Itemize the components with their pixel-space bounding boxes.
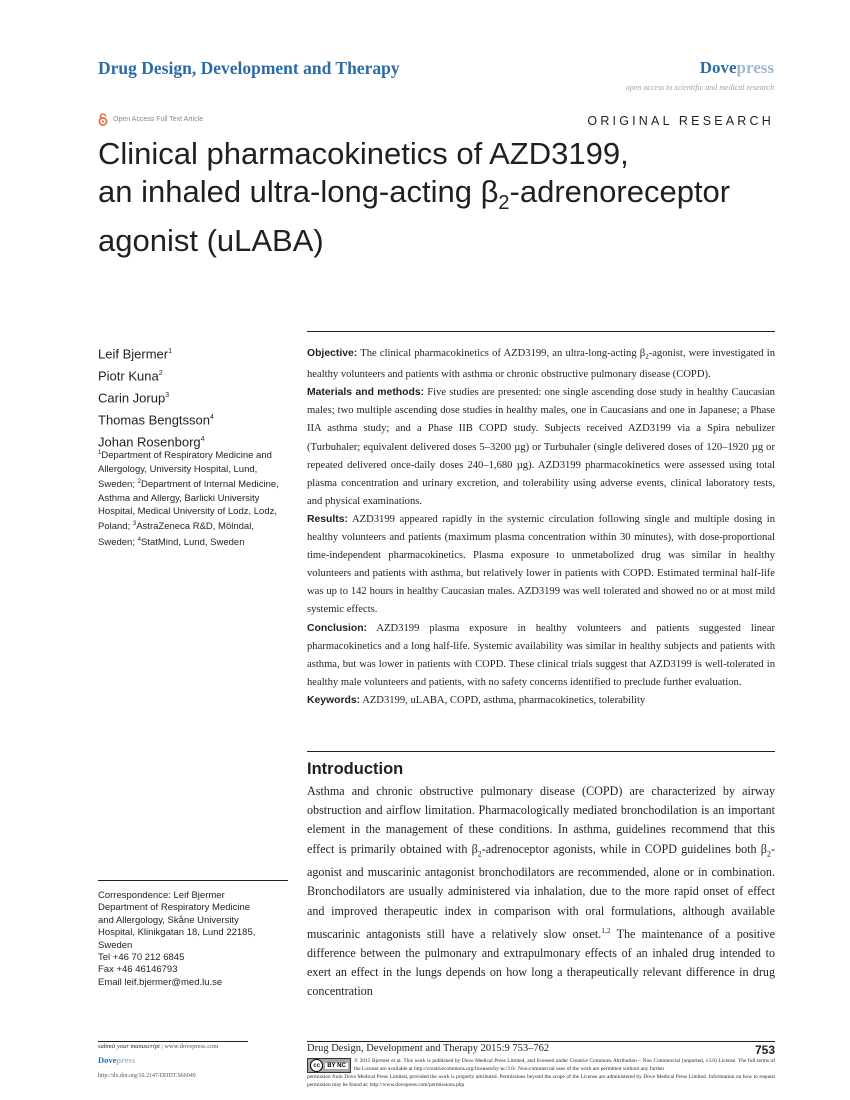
intro-text: The maintenance of a positive difference between the pulmonary and extrapulmonary effects of an inhaled drug intended to exert an effect in the lungs depends on how long a therapeutically relevant difference in drug concentration [307, 926, 775, 999]
footer-publisher-logo[interactable] [98, 1055, 135, 1065]
submit-manuscript-link[interactable] [98, 1043, 218, 1050]
abstract-heading: Keywords: [307, 694, 361, 706]
footer-brand-dove: Dove [98, 1055, 117, 1065]
intro-subscript: 2 [477, 849, 482, 859]
open-access-icon [98, 113, 108, 126]
publisher-logo[interactable] [700, 58, 774, 78]
creative-commons-badge[interactable] [307, 1058, 351, 1073]
correspondence-block [98, 890, 298, 989]
abstract-results [307, 511, 775, 620]
author-name: Leif Bjermer [98, 346, 169, 362]
introduction-paragraph [307, 782, 775, 1002]
title-line-1: Clinical pharmacokinetics of AZD3199, [98, 136, 629, 171]
author-affil-sup: 3 [165, 391, 170, 399]
author-affil-sup: 4 [200, 435, 205, 443]
abstract-heading: Objective: [307, 348, 358, 359]
title-line-3: agonist (uLABA) [98, 223, 324, 259]
author-name: Carin Jorup [98, 390, 166, 406]
footer-left-rule [98, 1041, 248, 1042]
footer-right-rule [307, 1041, 775, 1042]
abstract-methods [307, 384, 775, 511]
author[interactable] [98, 408, 214, 430]
footer-brand-press: press [116, 1055, 136, 1065]
affil-sup: 2 [137, 478, 141, 485]
author-name: Johan Rosenborg [98, 434, 201, 450]
author[interactable] [98, 386, 214, 408]
affil-text: Department of Respiratory Medicine and Allergology, University Hospital, Lund, Sweden; [98, 450, 272, 491]
author[interactable] [98, 364, 214, 386]
title-line-2-post: -adrenoreceptor [509, 174, 731, 209]
affil-sup: 3 [132, 521, 137, 528]
abstract-text: -agonist, were investigated in healthy volunteers and patients with asthma or chronic obstructive pulmonary disease (COPD). [307, 348, 775, 381]
abstract-keywords [307, 692, 775, 710]
license-text: © 2015 Bjermer et al. This work is published by Dove Medical Press Limited, and licensed under Creative Commons Attribution – Non Commercial (unported, v3.0) License. The full terms of the License are available at http://creativecommons.org/licenses/by-nc/3.0/. Non-commercial uses of the work are permitted without any further [354, 1058, 775, 1073]
article-title [98, 135, 778, 260]
author-affil-sup: 4 [210, 413, 214, 421]
title-subscript: 2 [498, 192, 510, 215]
abstract-conclusion [307, 620, 775, 692]
correspondence-email[interactable]: Email leif.bjermer@med.lu.se [98, 976, 223, 988]
abstract-heading: Materials and methods: [307, 387, 425, 399]
article-type: ORIGINAL RESEARCH [587, 114, 774, 128]
affil-sup: 4 [137, 536, 141, 543]
author-name: Thomas Bengtsson [98, 412, 211, 428]
affiliations [98, 447, 293, 549]
publisher-tagline: open access to scientific and medical research [625, 83, 774, 92]
abstract-subscript: 2 [645, 353, 649, 362]
title-line-2 [98, 173, 778, 222]
abstract-text: Five studies are presented: one single ascending dose study in healthy Caucasian males; two multiple ascending dose studies in healthy males, one in Caucasians and one in Japanese; a Phase IIA asthma study; and a Phase IIB COPD study. Subjects received AZD3199 via a Spira nebulizer (Turbuhaler; equivalent delivered doses 5–3200 µg) or Turbuhaler (single delivered doses of 120–1920 µg or repeated delivered once-daily doses 240–1,680 µg). AZD3199 pharmacokinetics were assessed using total plasma concentration and urinary excretion, and tolerability using adverse events, clinical laboratory tests, and physical examinations. [307, 387, 775, 507]
abstract-bottom-rule [307, 751, 775, 752]
reference-citation[interactable]: 1,2 [601, 925, 611, 935]
correspondence-line: Department of Respiratory Medicine [98, 902, 251, 914]
abstract [307, 345, 775, 710]
abstract-objective [307, 345, 775, 384]
affil-sup: 1 [98, 450, 102, 456]
submit-url: | www.dovepress.com [159, 1043, 219, 1050]
cc-icon: cc [310, 1059, 323, 1072]
abstract-text: AZD3199 appeared rapidly in the systemic circulation following single and multiple dosing in healthy volunteers and patients (maximum plasma concentration within 30 minutes), with dose-proportional time-independent pharmacokinetics. Plasma exposure to unmetabolized drug was similar in healthy volunteers and patients with asthma, but relatively lower in patients with COPD. Estimated terminal half-life was up to 142 hours in healthy Caucasian males. AZD3199 was well tolerated and showed no or at most mild systemic effects. [307, 513, 775, 616]
correspondence-line: and Allergology, Skåne University [98, 914, 239, 926]
submit-label: submit your manuscript [98, 1043, 160, 1050]
introduction-body [307, 782, 775, 1002]
journal-citation: Drug Design, Development and Therapy 2015:9 753–762 [307, 1043, 550, 1054]
license-text-continued: permission from Dove Medical Press Limited, provided the work is properly attributed. Permissions beyond the scope of the License are administered by Dove Medical Press Limited. Information on how to request permission may be found at: http://www.dovepress.com/permissions.php [307, 1074, 775, 1089]
correspondence-phone: Tel +46 70 212 6845 [98, 952, 185, 964]
brand-press: press [736, 58, 774, 77]
open-access-row [98, 113, 203, 126]
abstract-text: AZD3199, uLABA, COPD, asthma, pharmacokinetics, tolerability [360, 694, 646, 706]
abstract-heading: Results: [307, 513, 348, 525]
author-list [98, 342, 214, 452]
journal-title: Drug Design, Development and Therapy [98, 58, 400, 78]
affil-text: StatMind, Lund, Sweden [140, 537, 245, 549]
correspondence-line: Hospital, Klinikgatan 18, Lund 22185, [98, 927, 256, 939]
page-number: 753 [754, 1043, 775, 1057]
intro-text: Asthma and chronic obstructive pulmonary disease (COPD) are characterized by airway obstruction and airflow limitation. Pharmacologically mediated bronchodilation is an important element in the management of these conditions. In asthma, guidelines recommend that this effect is primarily obtained with β [307, 784, 775, 856]
open-access-label: Open Access Full Text Article [113, 116, 204, 123]
doi-link[interactable]: http://dx.doi.org/10.2147/DDDT.S66049 [98, 1073, 196, 1079]
intro-subscript: 2 [766, 849, 771, 859]
cc-by-nc-icon: BY NC [327, 1062, 346, 1069]
title-line-2-pre: an inhaled ultra-long-acting β [98, 174, 499, 209]
affil-text: Department of Internal Medicine, Asthma and Allergy, Barlicki University Hospital, Medical University of Lodz, Lodz, Poland; [98, 479, 279, 533]
intro-text: -adrenoceptor agonists, while in COPD guidelines both β [481, 841, 767, 856]
brand-dove: Dove [699, 58, 737, 77]
intro-text: -agonist and muscarinic antagonist bronchodilators are recommended, alone or in combination. Bronchodilators are usually administered via inhalation, due to the more rapid onset of effect and improved therapeutic index in comparison with oral formulations, although available muscarinic antagonists still have a relatively slow onset. [307, 841, 775, 941]
abstract-heading: Conclusion: [307, 622, 368, 634]
author[interactable] [98, 342, 214, 364]
author-name: Piotr Kuna [98, 368, 159, 384]
correspondence-fax: Fax +46 46146793 [98, 964, 178, 976]
correspondence-line: Sweden [98, 939, 133, 951]
abstract-text: AZD3199 plasma exposure in healthy volunteers and patients suggested linear pharmacokinetics and a long half-life. Systemic availability was similar in healthy subjects and patients with asthma, but was lower in patients with COPD. These clinical trials suggest that AZD3199 is well-tolerated in healthy male volunteers and patients, with no safety concerns identified to preclude further evaluation. [307, 622, 775, 688]
author-affil-sup: 2 [158, 369, 163, 377]
affil-text: AstraZeneca R&D, Mölndal, Sweden; [98, 521, 254, 549]
correspondence-line: Correspondence: Leif Bjermer [98, 890, 225, 901]
abstract-text: The clinical pharmacokinetics of AZD3199, an ultra-long-acting β [357, 348, 646, 359]
introduction-heading: Introduction [307, 760, 404, 778]
author-affil-sup: 1 [168, 348, 172, 355]
correspondence-divider [98, 880, 288, 881]
abstract-top-rule [307, 331, 775, 332]
